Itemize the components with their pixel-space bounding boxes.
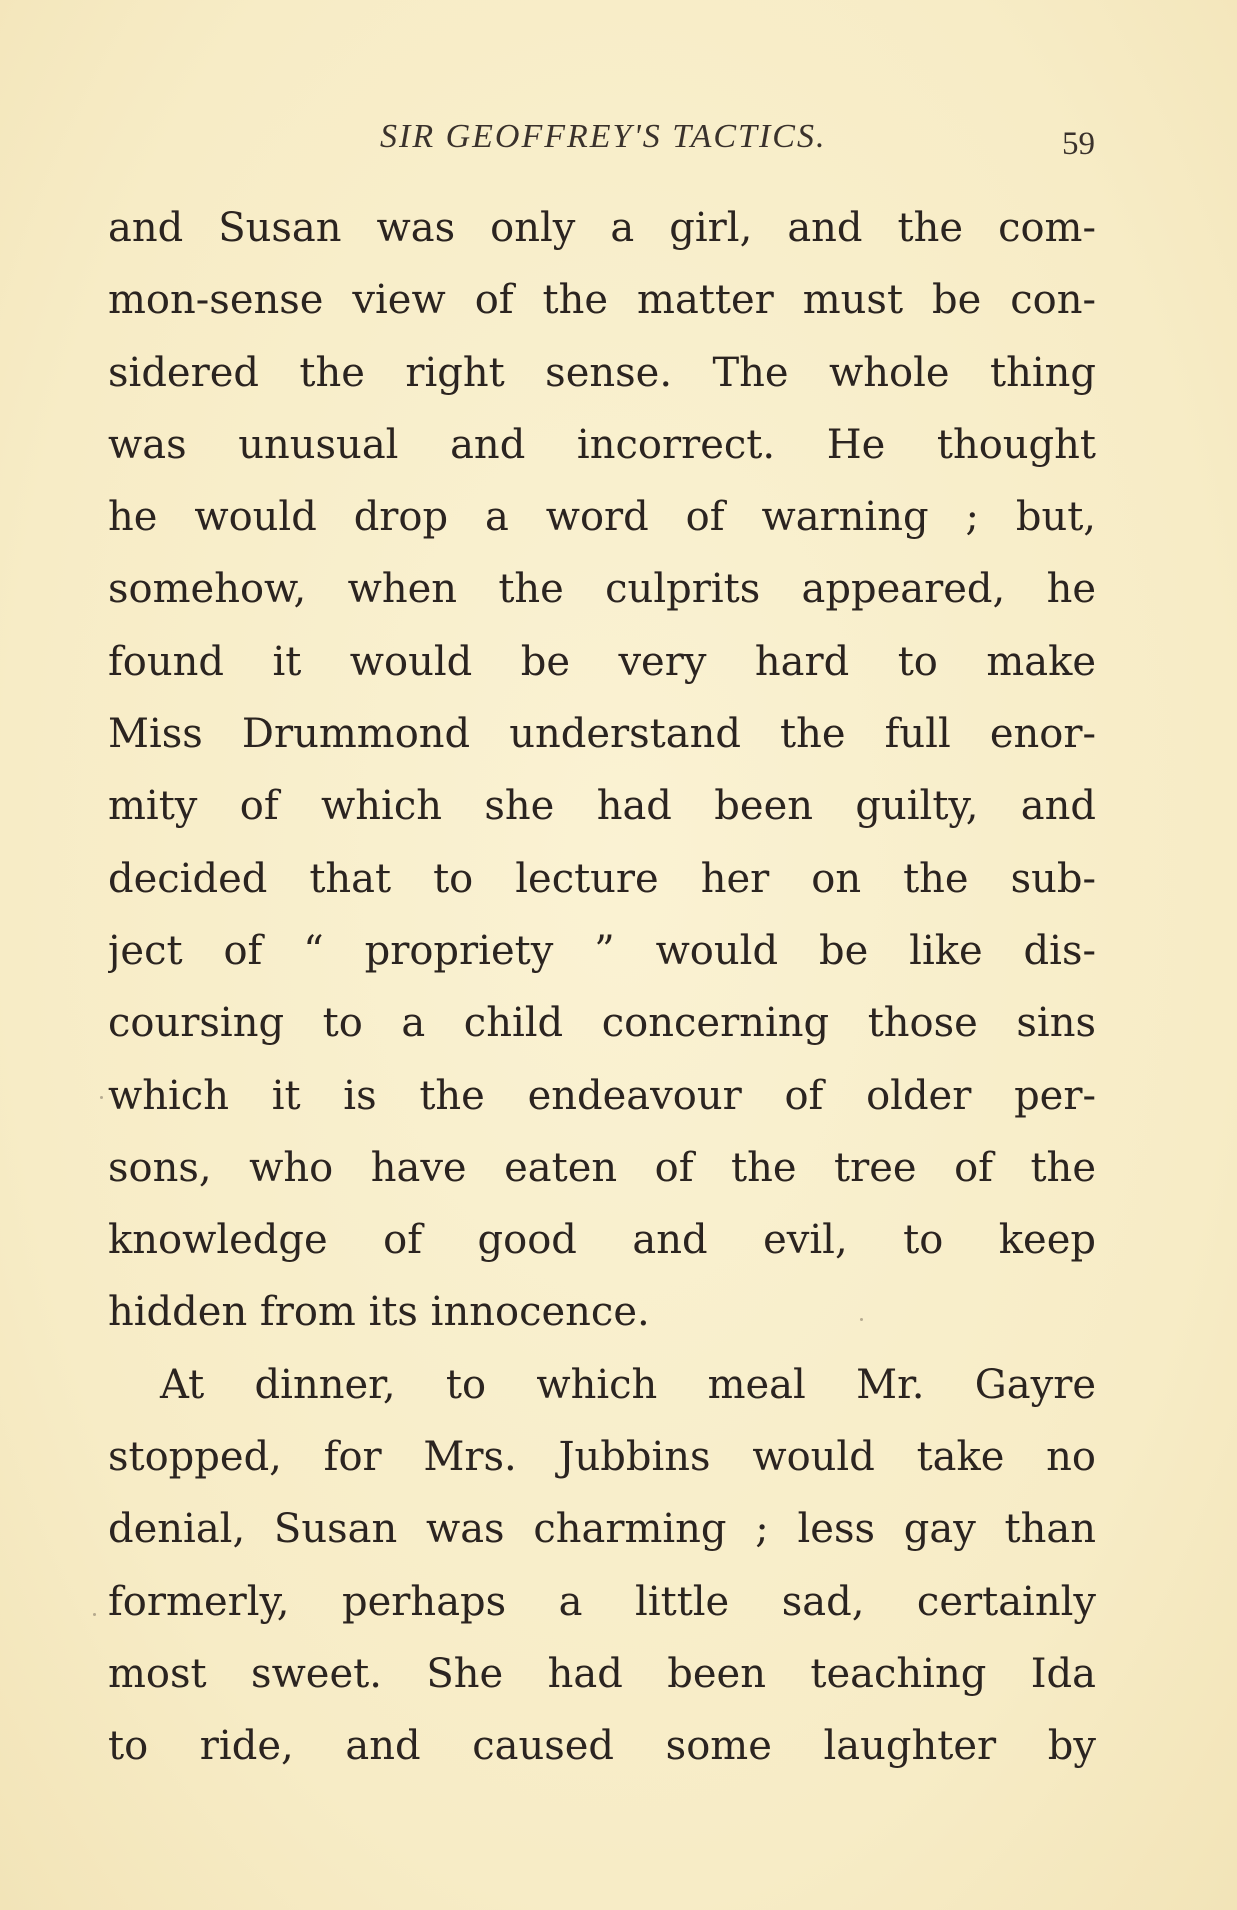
text-line: mon-sense view of the matter must be con- <box>108 277 1096 324</box>
paper-speck <box>860 1318 863 1321</box>
body-text <box>108 192 1096 1783</box>
text-line: ject of “ propriety ” would be like dis- <box>108 927 1096 974</box>
text-line: mity of which she had been guilty, and <box>108 783 1096 830</box>
text-line: Miss Drummond understand the full enor- <box>108 711 1096 758</box>
running-title: SIR GEOFFREY'S TACTICS. <box>380 118 827 155</box>
page-number: 59 <box>1062 126 1095 162</box>
text-line: somehow, when the culprits appeared, he <box>108 566 1096 613</box>
text-line: was unusual and incorrect. He thought <box>108 421 1096 468</box>
text-line-paragraph-end: hidden from its innocence. <box>108 1289 650 1336</box>
text-line: which it is the endeavour of older per- <box>108 1072 1096 1119</box>
text-line: formerly, perhaps a little sad, certainly <box>108 1578 1096 1625</box>
paper-speck <box>100 1096 103 1099</box>
text-line: decided that to lecture her on the sub- <box>108 855 1096 902</box>
text-line: and Susan was only a girl, and the com- <box>108 205 1096 251</box>
text-line: sons, who have eaten of the tree of the <box>108 1144 1096 1191</box>
text-line: most sweet. She had been teaching Ida <box>108 1650 1096 1697</box>
text-line: knowledge of good and evil, to keep <box>108 1217 1096 1264</box>
text-line: he would drop a word of warning ; but, <box>108 494 1096 541</box>
text-line: found it would be very hard to make <box>108 638 1096 685</box>
running-head <box>0 118 1237 168</box>
text-line: denial, Susan was charming ; less gay than <box>108 1506 1096 1553</box>
paper-speck <box>93 1613 96 1616</box>
text-line: sidered the right sense. The whole thing <box>108 349 1096 396</box>
text-line-paragraph-start: At dinner, to which meal Mr. Gayre <box>160 1361 1096 1408</box>
text-line: coursing to a child concerning those sins <box>108 1000 1096 1047</box>
text-line: to ride, and caused some laughter by <box>108 1723 1096 1770</box>
text-line: stopped, for Mrs. Jubbins would take no <box>108 1434 1096 1481</box>
